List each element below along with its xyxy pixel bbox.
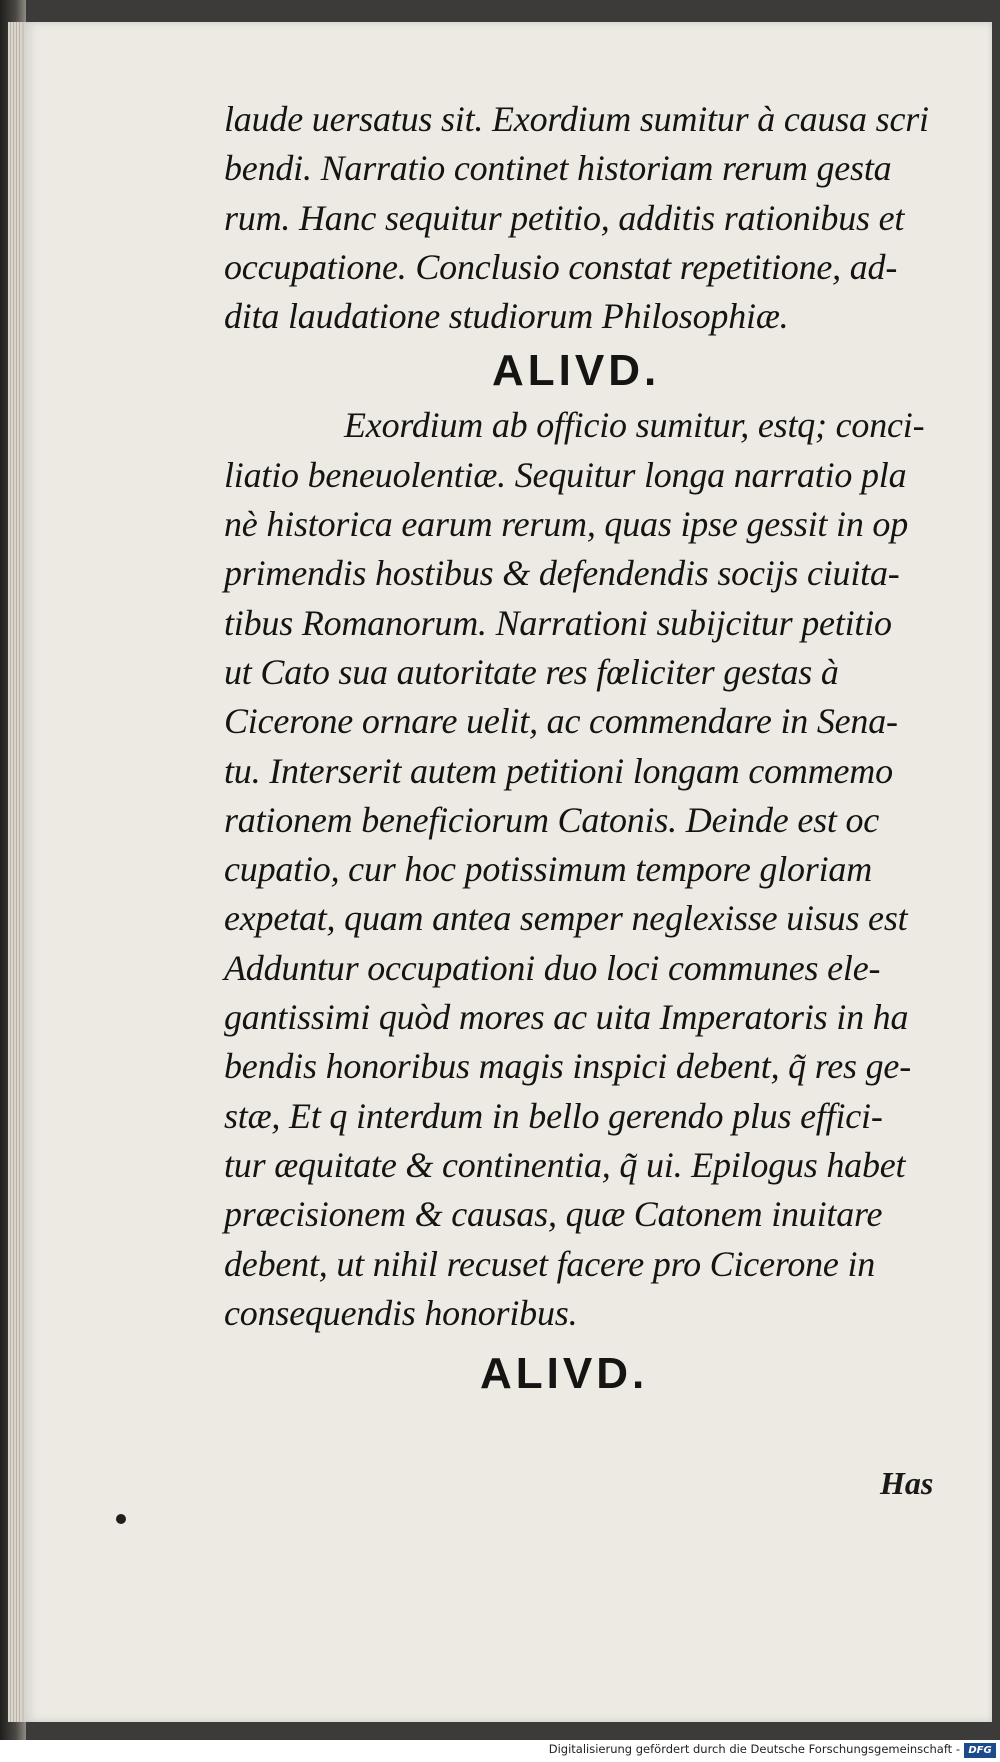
text-line: rationem beneficiorum Catonis. Deinde est oc bbox=[224, 799, 880, 840]
text-line: dita laudatione studiorum Philosophiæ. bbox=[224, 296, 789, 337]
text-line: ut Cato sua autoritate res fœliciter gestas à bbox=[224, 651, 839, 692]
text-line: primendis hostibus & defendendis socijs ciuita- bbox=[224, 553, 900, 594]
text-line: tibus Romanorum. Narrationi subijcitur petitio bbox=[224, 602, 892, 643]
text-line: Exordium ab officio sumitur, estq; conci- bbox=[344, 405, 925, 446]
text-line: expetat, quam antea semper neglexisse uisus est bbox=[224, 898, 908, 939]
text-line: cupatio, cur hoc potissimum tempore gloriam bbox=[224, 849, 873, 890]
text-line: bendis honoribus magis inspici debent, q̃ res ge- bbox=[224, 1046, 912, 1087]
catchword: Has bbox=[880, 1465, 934, 1501]
text-line: Cicerone ornare uelit, ac commendare in Sena- bbox=[224, 701, 898, 742]
text-line: debent, ut nihil recuset facere pro Cicerone in bbox=[224, 1243, 876, 1284]
page-edges bbox=[8, 22, 22, 1722]
text-line: tu. Interserit autem petitioni longam commemo bbox=[224, 750, 893, 791]
text-line: occupatione. Conclusio constat repetitione, ad- bbox=[224, 246, 898, 287]
text-line: laude uersatus sit. Exordium sumitur à causa scri bbox=[224, 99, 929, 139]
text-line: tur æquitate & continentia, q̃ ui. Epilogus habet bbox=[224, 1144, 906, 1185]
digitization-credit: Digitalisierung gefördert durch die Deutsche Forschungsgemeinschaft - bbox=[548, 1742, 960, 1756]
dfg-logo: DFG bbox=[964, 1743, 996, 1758]
text-line: rum. Hanc sequitur petitio, additis rationibus et bbox=[224, 197, 905, 238]
text-line: Adduntur occupationi duo loci communes ele- bbox=[224, 947, 881, 988]
text-line: liatio beneuolentiæ. Sequitur longa narratio pla bbox=[224, 454, 907, 495]
text-line: stæ, Et q interdum in bello gerendo plus effici- bbox=[224, 1095, 883, 1136]
text-line: gantissimi quòd mores ac uita Imperatoris in ha bbox=[224, 997, 909, 1038]
section-heading: ALIVD. bbox=[480, 1349, 649, 1399]
page-text bbox=[224, 95, 964, 1404]
text-line: consequendis honoribus. bbox=[224, 1292, 578, 1333]
section-heading: ALIVD. bbox=[492, 346, 661, 396]
ink-spot bbox=[116, 1514, 126, 1524]
text-line: præcisionem & causas, quæ Catonem inuitare bbox=[224, 1194, 883, 1235]
text-line: nè historica earum rerum, quas ipse gessit in op bbox=[224, 504, 909, 545]
text-line: bendi. Narratio continet historiam rerum gesta bbox=[224, 148, 892, 189]
